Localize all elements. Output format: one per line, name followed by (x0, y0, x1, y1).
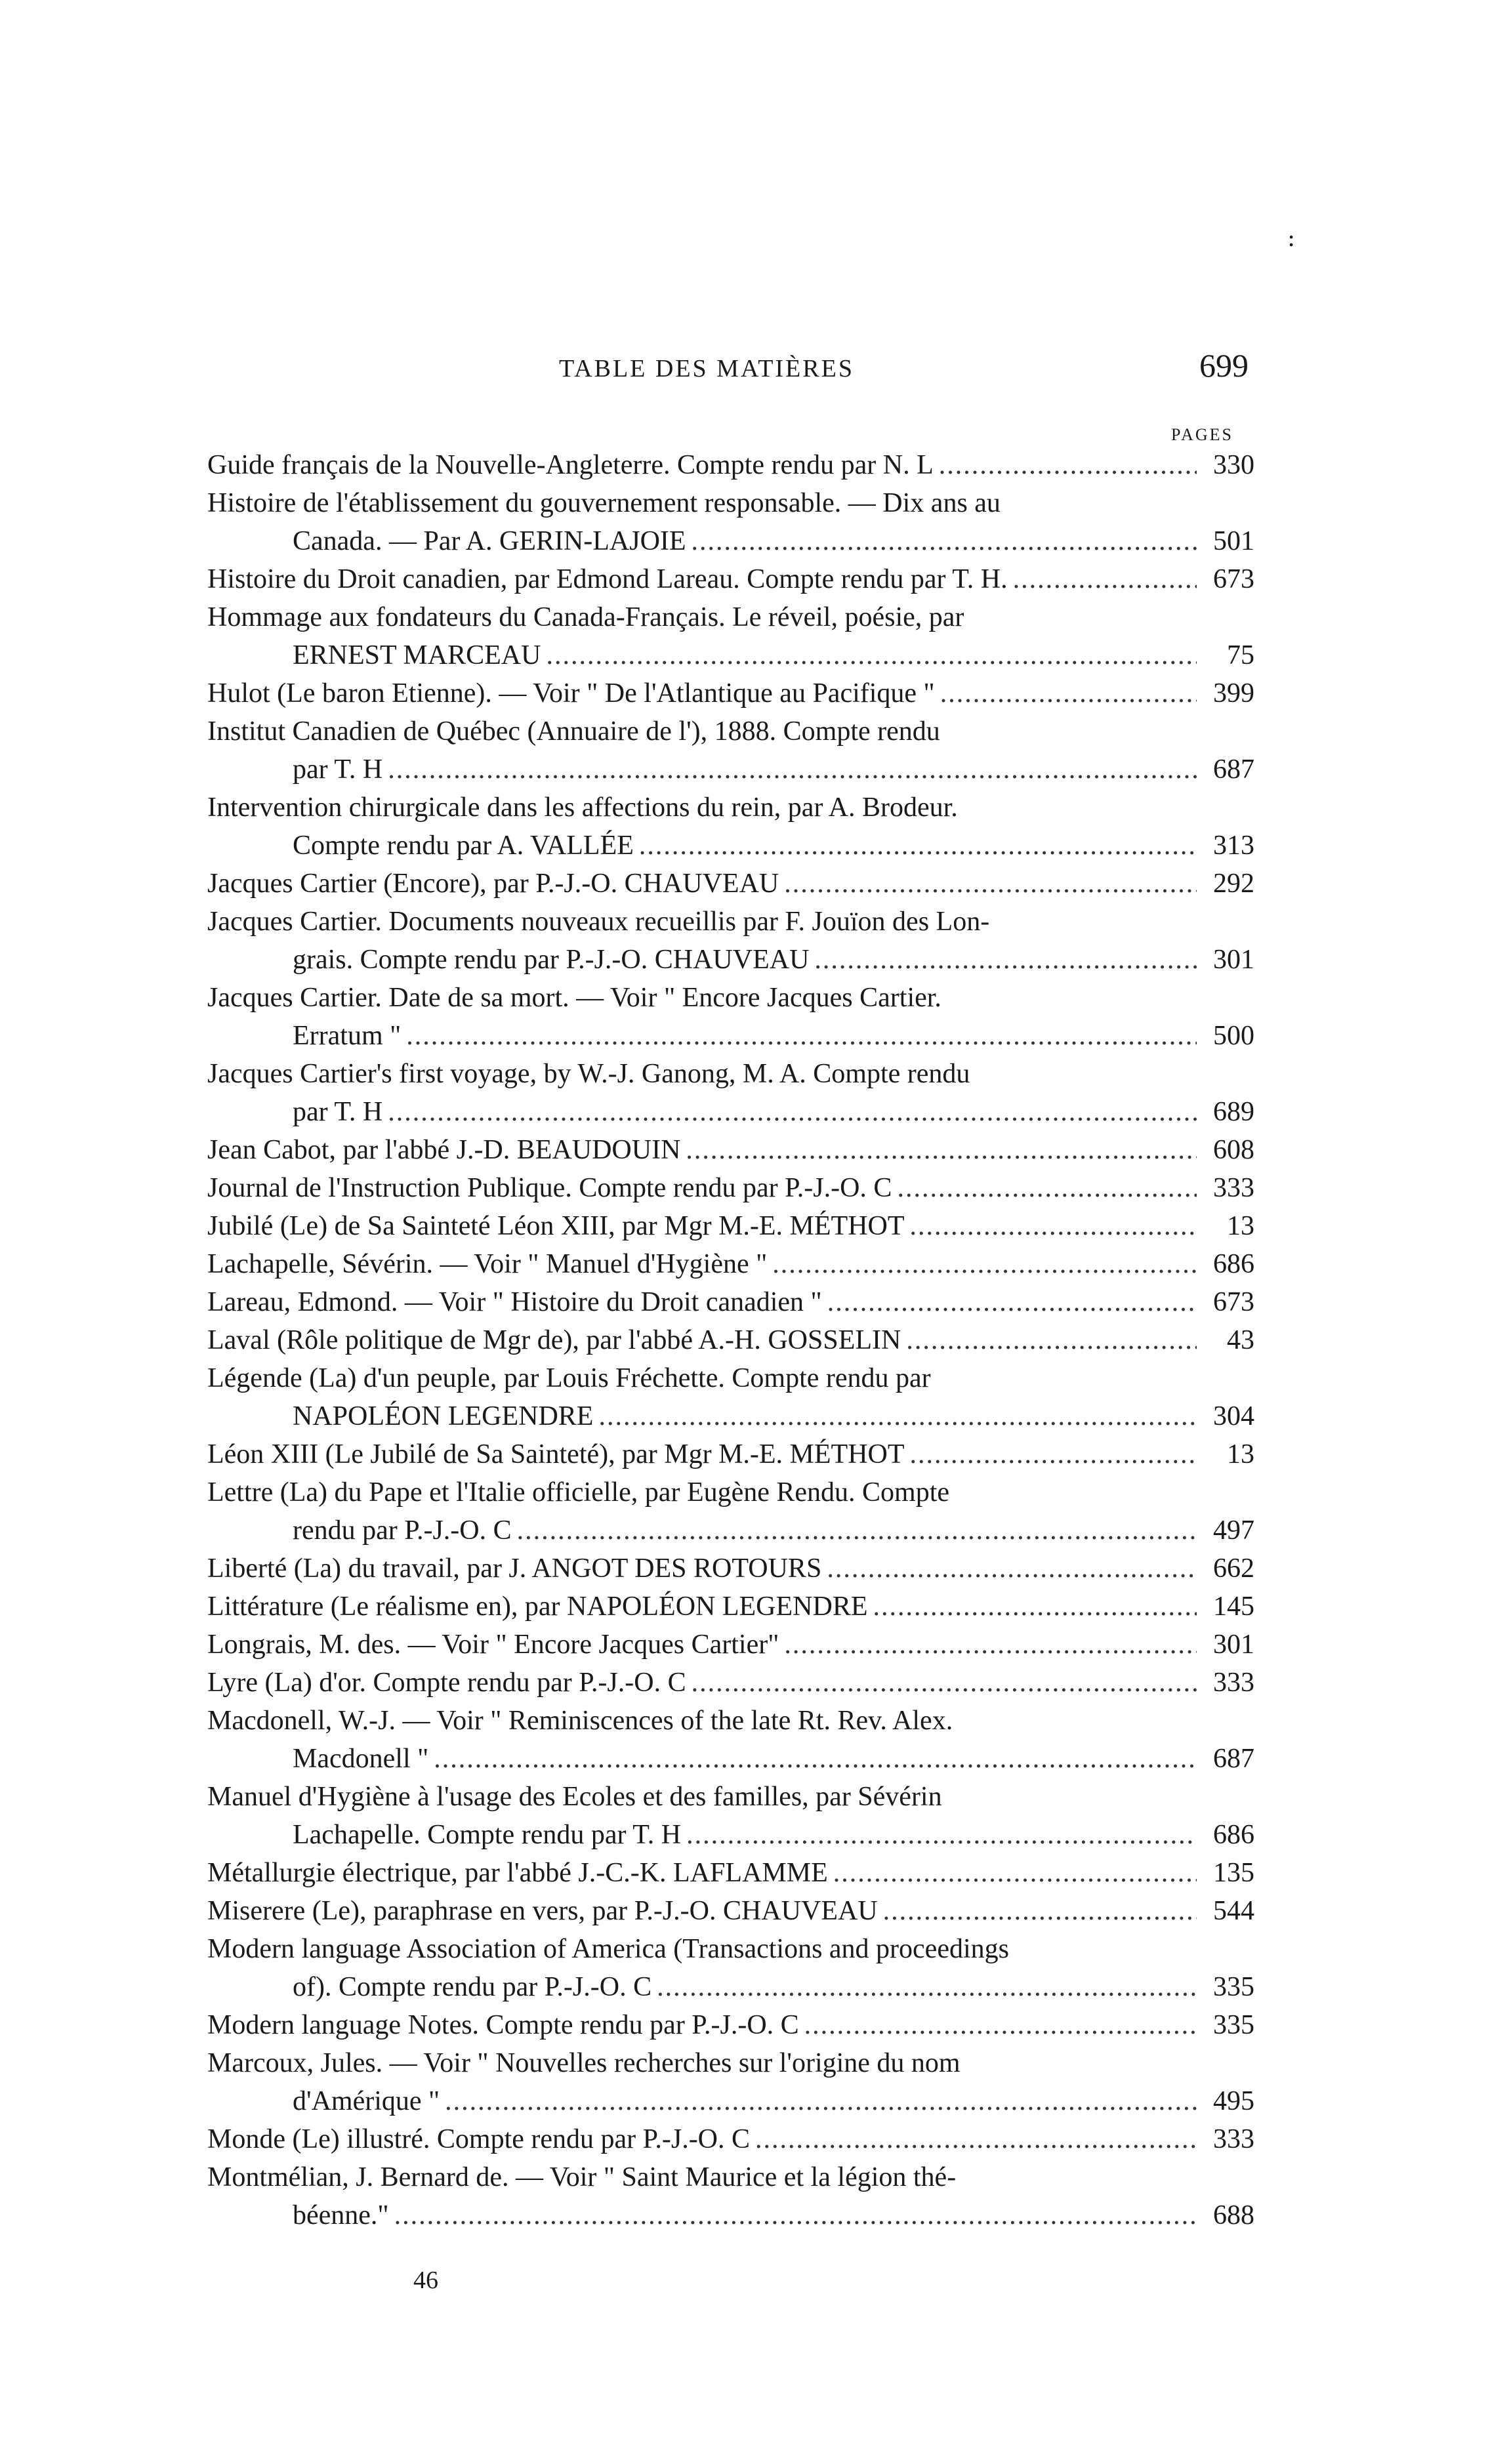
dot-leader (804, 2006, 1197, 2044)
dot-leader (833, 1854, 1197, 1892)
index-entry-list (207, 446, 1254, 2234)
entry-line (207, 712, 1254, 750)
entry-page-number: 330 (1213, 450, 1254, 480)
entry-line (207, 674, 1254, 712)
entry-text: Longrais, M. des. — Voir " Encore Jacques Cartier" (207, 1630, 779, 1660)
dot-leader (406, 1017, 1197, 1055)
entry-line (207, 2044, 1254, 2082)
entry-text: Liberté (La) du travail, par J. ANGOT DES ROTOURS (207, 1553, 822, 1584)
entry-page-number: 135 (1213, 1858, 1254, 1888)
entry-text: Modern language Association of America (Transactions and proceedings (207, 1934, 1009, 1964)
index-entry (207, 1321, 1254, 1359)
entry-line (207, 446, 1254, 484)
entry-text: Institut Canadien de Québec (Annuaire de l'), 1888. Compte rendu (207, 716, 940, 747)
entry-line (207, 598, 1254, 636)
entry-text: Lachapelle, Sévérin. — Voir " Manuel d'Hygiène " (207, 1249, 768, 1279)
entry-text: ERNEST MARCEAU (293, 640, 541, 670)
entry-line (207, 1854, 1254, 1892)
entry-line (207, 1588, 1254, 1626)
dot-leader (910, 1207, 1197, 1245)
dot-leader (784, 1626, 1197, 1664)
dot-leader (692, 522, 1197, 560)
entry-page-number: 333 (1213, 2124, 1254, 2154)
entry-line (207, 1131, 1254, 1169)
dot-leader (910, 1435, 1197, 1473)
entry-page-number: 673 (1213, 1287, 1254, 1317)
entry-line (207, 1892, 1254, 1930)
dot-leader (827, 1283, 1197, 1321)
entry-page-number: 544 (1213, 1896, 1254, 1926)
index-entry (207, 2158, 1254, 2234)
entry-line (207, 1055, 1254, 1093)
index-entry (207, 484, 1254, 560)
index-entry (207, 2120, 1254, 2158)
entry-text: of). Compte rendu par P.-J.-O. C (293, 1972, 652, 2002)
entry-text: Léon XIII (Le Jubilé de Sa Sainteté), par Mgr M.-E. MÉTHOT (207, 1439, 905, 1469)
index-entry (207, 1359, 1254, 1435)
entry-line (207, 560, 1254, 598)
entry-continuation-line (207, 941, 1254, 979)
entry-text: rendu par P.-J.-O. C (293, 1515, 512, 1546)
dot-leader (814, 941, 1197, 979)
entry-text: par T. H (293, 754, 383, 785)
entry-line (207, 1550, 1254, 1588)
entry-text: Lareau, Edmond. — Voir " Histoire du Droit canadien " (207, 1287, 822, 1317)
entry-page-number: 292 (1213, 869, 1254, 899)
entry-line (207, 1702, 1254, 1740)
dot-leader (388, 1093, 1197, 1131)
dot-leader (883, 1892, 1197, 1930)
entry-line (207, 1778, 1254, 1816)
entry-text: Montmélian, J. Bernard de. — Voir " Saint Maurice et la légion thé- (207, 2162, 957, 2192)
entry-line (207, 1473, 1254, 1511)
index-entry (207, 1169, 1254, 1207)
entry-continuation-line (207, 750, 1254, 789)
entry-line (207, 979, 1254, 1017)
entry-line (207, 1664, 1254, 1702)
entry-text: Jacques Cartier. Date de sa mort. — Voir " Encore Jacques Cartier. (207, 983, 941, 1013)
dot-leader (692, 1664, 1197, 1702)
entry-continuation-line (207, 1968, 1254, 2006)
entry-line (207, 1930, 1254, 1968)
entry-continuation-line (207, 1740, 1254, 1778)
entry-page-number: 495 (1213, 2086, 1254, 2116)
entry-continuation-line (207, 522, 1254, 560)
entry-line (207, 865, 1254, 903)
entry-text: par T. H (293, 1097, 383, 1127)
entry-page-number: 304 (1213, 1401, 1254, 1431)
index-entry (207, 903, 1254, 979)
dot-leader (388, 750, 1197, 789)
entry-text: Macdonell " (293, 1744, 429, 1774)
entry-page-number: 13 (1227, 1439, 1254, 1469)
index-entry (207, 2006, 1254, 2044)
dot-leader (546, 636, 1197, 674)
entry-text: Miserere (Le), paraphrase en vers, par P.-J.-O. CHAUVEAU (207, 1896, 878, 1926)
entry-line (207, 1283, 1254, 1321)
entry-text: d'Amérique " (293, 2086, 440, 2116)
entry-line (207, 2158, 1254, 2196)
index-entry (207, 1702, 1254, 1778)
dot-leader (686, 1131, 1197, 1169)
entry-page-number: 608 (1213, 1135, 1254, 1165)
margin-mark: : (1287, 225, 1296, 252)
index-entry (207, 865, 1254, 903)
entry-text: Manuel d'Hygiène à l'usage des Ecoles et des familles, par Sévérin (207, 1782, 942, 1812)
entry-line (207, 1169, 1254, 1207)
index-entry (207, 1435, 1254, 1473)
index-entry (207, 1854, 1254, 1892)
entry-page-number: 662 (1213, 1553, 1254, 1584)
entry-line (207, 2006, 1254, 2044)
entry-continuation-line (207, 1093, 1254, 1131)
dot-leader (598, 1397, 1197, 1435)
dot-leader (906, 1321, 1197, 1359)
index-entry (207, 1283, 1254, 1321)
entry-text: Légende (La) d'un peuple, par Louis Fréchette. Compte rendu par (207, 1363, 931, 1393)
entry-text: Jean Cabot, par l'abbé J.-D. BEAUDOUIN (207, 1135, 681, 1165)
page-title: TABLE DES MATIÈRES (559, 355, 854, 382)
entry-text: Macdonell, W.-J. — Voir " Reminiscences of the late Rt. Rev. Alex. (207, 1706, 953, 1736)
pages-column-header: PAGES (1171, 425, 1233, 444)
entry-line (207, 2120, 1254, 2158)
index-entry (207, 1550, 1254, 1588)
entry-text: Modern language Notes. Compte rendu par P.-J.-O. C (207, 2010, 799, 2040)
entry-page-number: 13 (1227, 1211, 1254, 1241)
entry-page-number: 687 (1213, 1744, 1254, 1774)
entry-page-number: 686 (1213, 1249, 1254, 1279)
entry-page-number: 145 (1213, 1591, 1254, 1622)
dot-leader (939, 446, 1197, 484)
entry-line (207, 1245, 1254, 1283)
dot-leader (517, 1511, 1197, 1550)
dot-leader (940, 674, 1197, 712)
entry-page-number: 335 (1213, 1972, 1254, 2002)
entry-text: Intervention chirurgicale dans les affections du rein, par A. Brodeur. (207, 792, 958, 823)
entry-page-number: 301 (1213, 945, 1254, 975)
index-entry (207, 1664, 1254, 1702)
entry-text: Hulot (Le baron Etienne). — Voir " De l'Atlantique au Pacifique " (207, 678, 935, 708)
entry-page-number: 688 (1213, 2200, 1254, 2230)
entry-line (207, 1321, 1254, 1359)
index-entry (207, 598, 1254, 674)
index-entry (207, 560, 1254, 598)
entry-line (207, 1359, 1254, 1397)
index-entry (207, 1778, 1254, 1854)
index-entry (207, 712, 1254, 789)
index-entry (207, 1892, 1254, 1930)
entry-text: Marcoux, Jules. — Voir " Nouvelles recherches sur l'origine du nom (207, 2048, 961, 2078)
entry-page-number: 501 (1213, 526, 1254, 556)
dot-leader (445, 2082, 1197, 2120)
entry-continuation-line (207, 827, 1254, 865)
dot-leader (434, 1740, 1197, 1778)
index-entry (207, 1930, 1254, 2006)
entry-page-number: 673 (1213, 564, 1254, 594)
entry-page-number: 500 (1213, 1021, 1254, 1051)
entry-text: Lettre (La) du Pape et l'Italie officielle, par Eugène Rendu. Compte (207, 1477, 950, 1508)
entry-page-number: 687 (1213, 754, 1254, 785)
dot-leader (784, 865, 1197, 903)
entry-continuation-line (207, 2082, 1254, 2120)
entry-text: Jacques Cartier (Encore), par P.-J.-O. CHAUVEAU (207, 869, 779, 899)
entry-text: Histoire de l'établissement du gouvernement responsable. — Dix ans au (207, 488, 1001, 518)
dot-leader (755, 2120, 1197, 2158)
dot-leader (686, 1816, 1197, 1854)
index-entry (207, 1245, 1254, 1283)
index-entry (207, 1207, 1254, 1245)
entry-text: Erratum " (293, 1021, 402, 1051)
index-entry (207, 674, 1254, 712)
entry-page-number: 43 (1227, 1325, 1254, 1355)
entry-text: grais. Compte rendu par P.-J.-O. CHAUVEAU (293, 945, 810, 975)
index-entry (207, 446, 1254, 484)
dot-leader (657, 1968, 1197, 2006)
entry-page-number: 399 (1213, 678, 1254, 708)
index-entry (207, 2044, 1254, 2120)
entry-line (207, 1435, 1254, 1473)
index-entry (207, 1626, 1254, 1664)
entry-page-number: 689 (1213, 1097, 1254, 1127)
entry-text: Lyre (La) d'or. Compte rendu par P.-J.-O. C (207, 1668, 686, 1698)
entry-page-number: 686 (1213, 1820, 1254, 1850)
dot-leader (873, 1588, 1197, 1626)
entry-text: Jubilé (Le) de Sa Sainteté Léon XIII, par Mgr M.-E. MÉTHOT (207, 1211, 905, 1241)
entry-continuation-line (207, 1816, 1254, 1854)
entry-page-number: 333 (1213, 1668, 1254, 1698)
entry-text: Jacques Cartier's first voyage, by W.-J. Ganong, M. A. Compte rendu (207, 1059, 970, 1089)
page-number: 699 (1199, 347, 1249, 384)
entry-text: NAPOLÉON LEGENDRE (293, 1401, 594, 1431)
entry-text: Littérature (Le réalisme en), par NAPOLÉON LEGENDRE (207, 1591, 868, 1622)
entry-line (207, 789, 1254, 827)
entry-page-number: 497 (1213, 1515, 1254, 1546)
entry-text: Guide français de la Nouvelle-Angleterre. Compte rendu par N. L (207, 450, 934, 480)
index-entry (207, 1588, 1254, 1626)
entry-text: béenne." (293, 2200, 389, 2230)
entry-text: Compte rendu par A. VALLÉE (293, 831, 634, 861)
entry-line (207, 484, 1254, 522)
entry-text: Hommage aux fondateurs du Canada-Français. Le réveil, poésie, par (207, 602, 964, 632)
dot-leader (639, 827, 1197, 865)
index-entry (207, 1131, 1254, 1169)
entry-page-number: 335 (1213, 2010, 1254, 2040)
entry-page-number: 75 (1227, 640, 1254, 670)
dot-leader (772, 1245, 1197, 1283)
index-entry (207, 789, 1254, 865)
dot-leader (897, 1169, 1197, 1207)
dot-leader (394, 2196, 1197, 2234)
entry-line (207, 1207, 1254, 1245)
index-entry (207, 979, 1254, 1055)
dot-leader (1013, 560, 1197, 598)
dot-leader (827, 1550, 1197, 1588)
entry-text: Histoire du Droit canadien, par Edmond Lareau. Compte rendu par T. H. (207, 564, 1008, 594)
entry-continuation-line (207, 1511, 1254, 1550)
entry-line (207, 903, 1254, 941)
index-entry (207, 1055, 1254, 1131)
entry-continuation-line (207, 1017, 1254, 1055)
index-entry (207, 1473, 1254, 1550)
entry-page-number: 301 (1213, 1630, 1254, 1660)
entry-text: Métallurgie électrique, par l'abbé J.-C.-K. LAFLAMME (207, 1858, 828, 1888)
entry-continuation-line (207, 1397, 1254, 1435)
entry-continuation-line (207, 2196, 1254, 2234)
entry-line (207, 1626, 1254, 1664)
signature-folio: 46 (413, 2267, 438, 2294)
entry-text: Monde (Le) illustré. Compte rendu par P.-J.-O. C (207, 2124, 751, 2154)
entry-text: Canada. — Par A. GERIN-LAJOIE (293, 526, 686, 556)
entry-text: Lachapelle. Compte rendu par T. H (293, 1820, 682, 1850)
entry-continuation-line (207, 636, 1254, 674)
entry-text: Jacques Cartier. Documents nouveaux recueillis par F. Jouïon des Lon- (207, 907, 990, 937)
entry-text: Journal de l'Instruction Publique. Compte rendu par P.-J.-O. C (207, 1173, 892, 1203)
entry-text: Laval (Rôle politique de Mgr de), par l'abbé A.-H. GOSSELIN (207, 1325, 901, 1355)
entry-page-number: 313 (1213, 831, 1254, 861)
entry-page-number: 333 (1213, 1173, 1254, 1203)
